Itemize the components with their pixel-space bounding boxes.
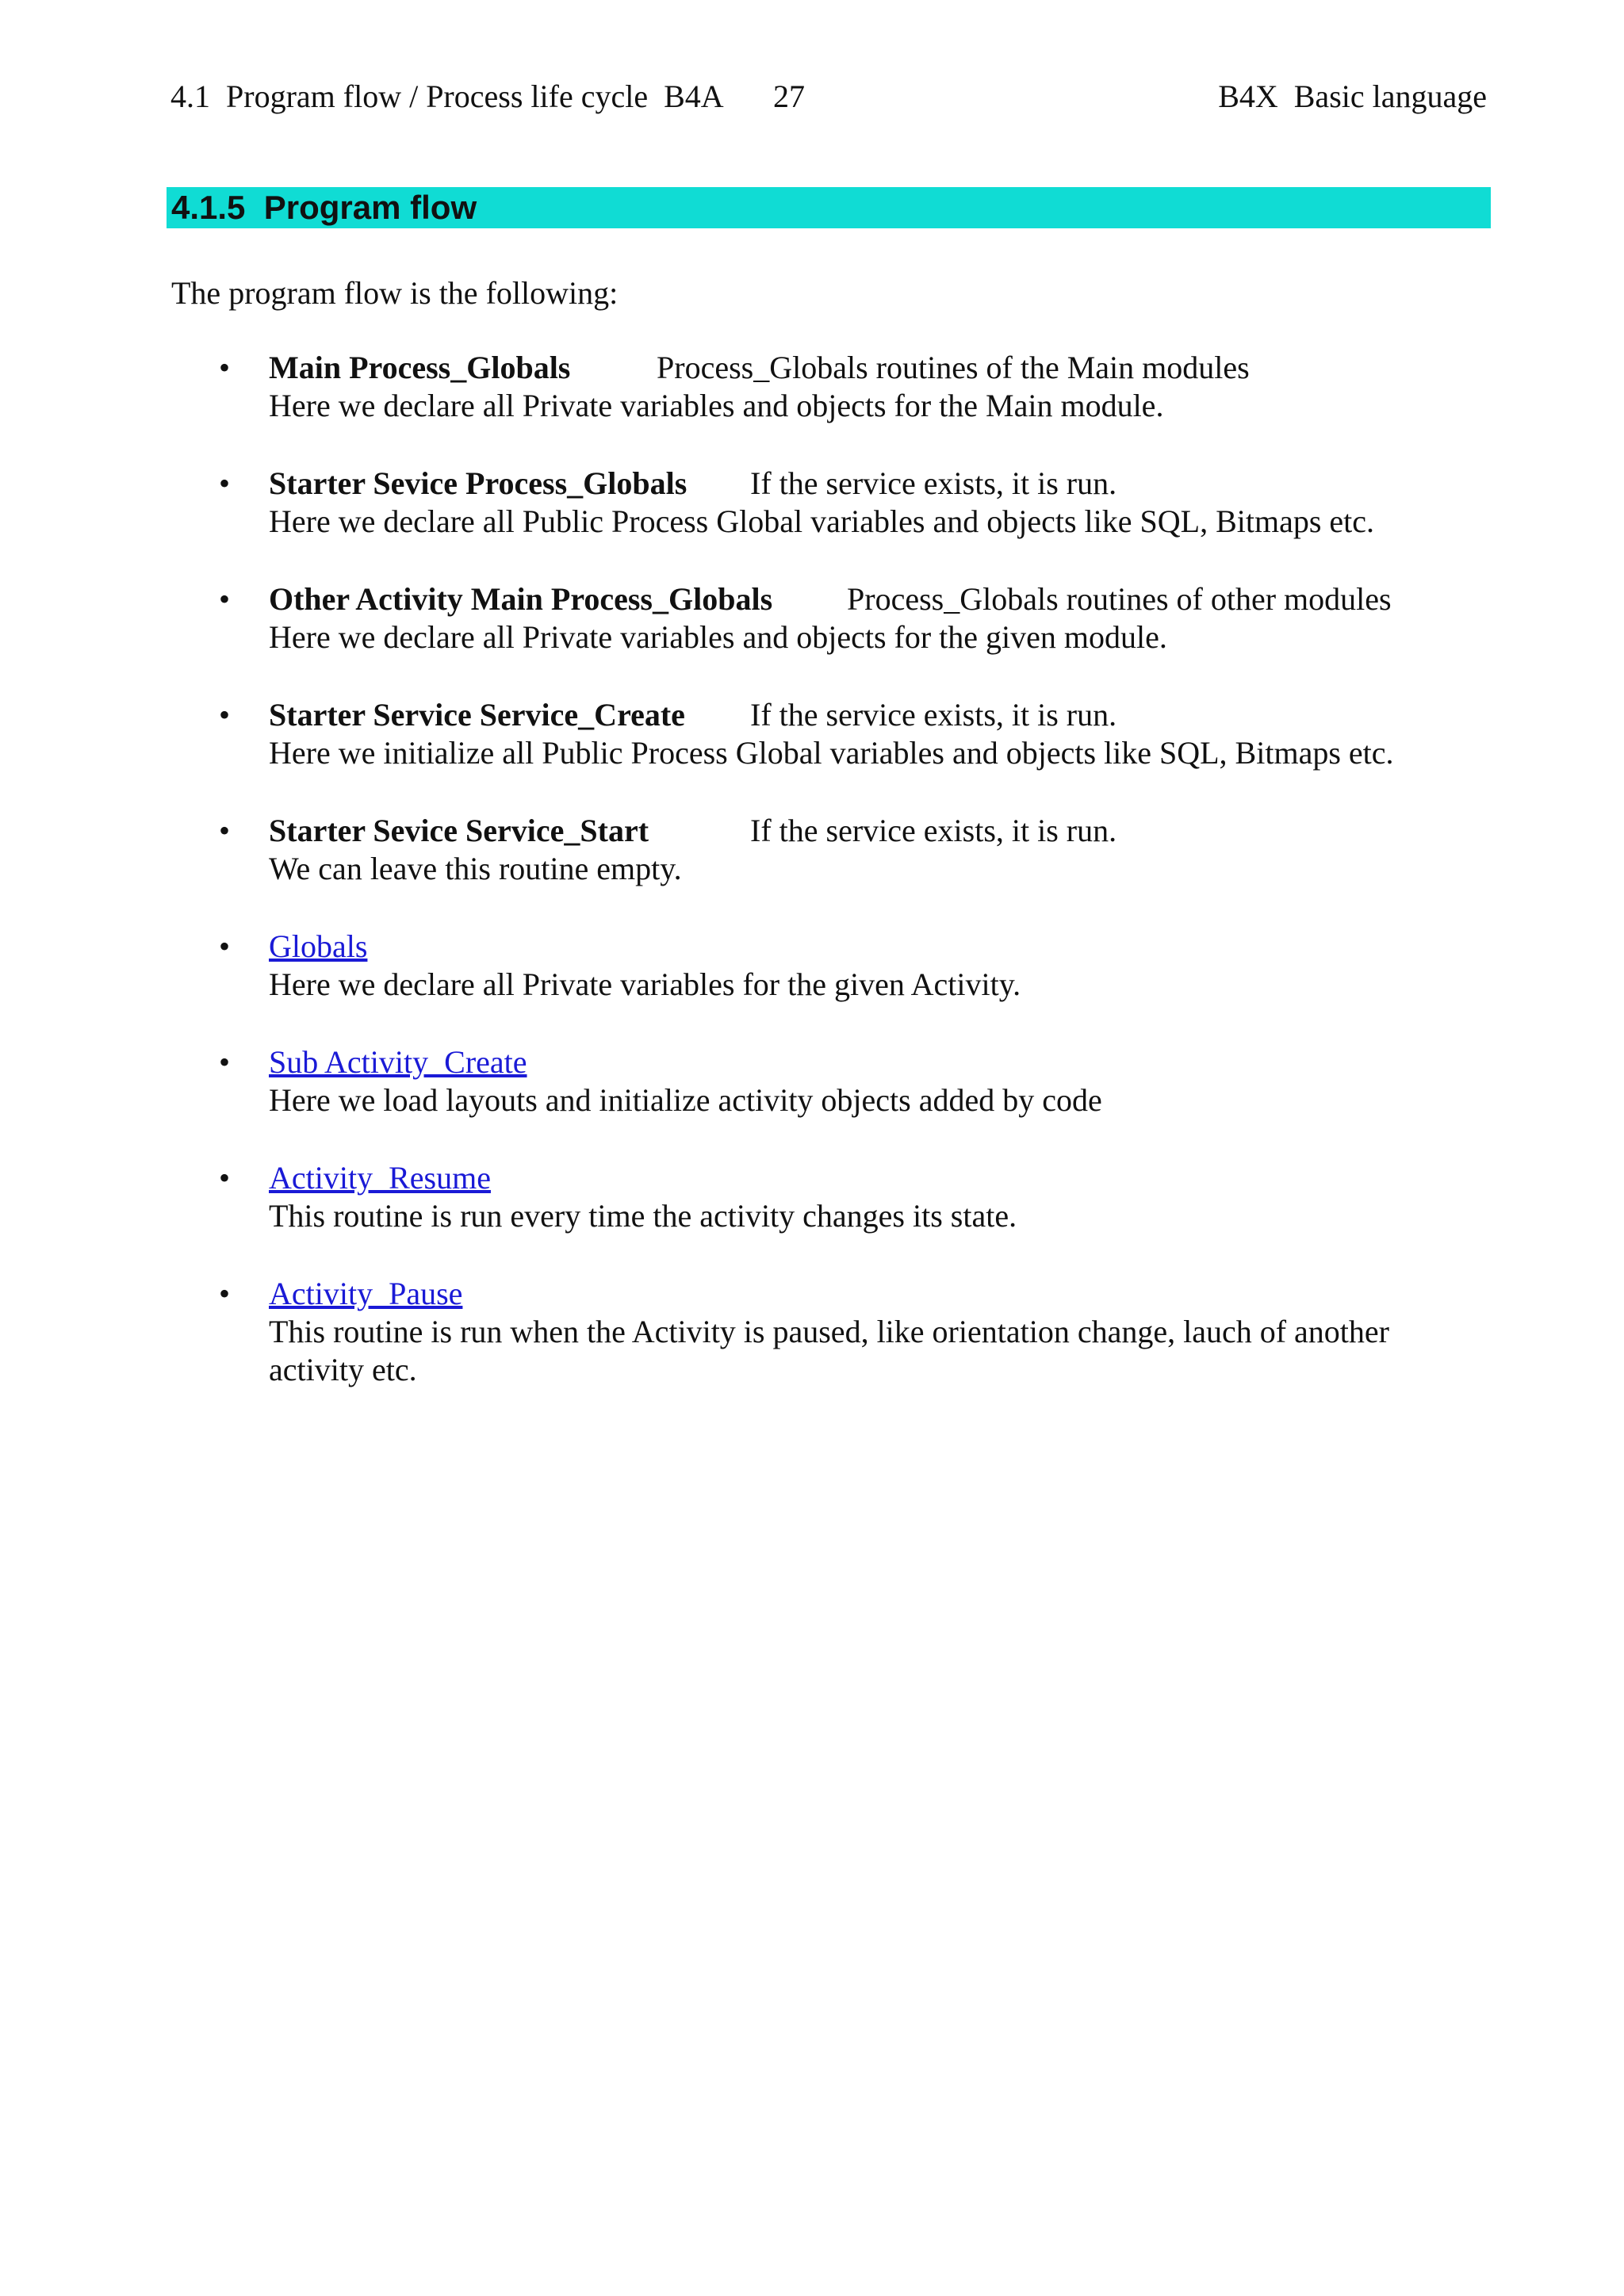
bullet-icon: • — [219, 697, 231, 733]
item-description: Here we declare all Public Process Global variables and objects like SQL, Bitmaps etc. — [269, 503, 1375, 539]
item-note: Process_Globals routines of other modules — [847, 581, 1392, 617]
item-description: Here we declare all Private variables for the given Activity. — [269, 966, 1021, 1002]
bullet-icon: • — [219, 1044, 231, 1080]
item-description: Here we declare all Private variables and objects for the given module. — [269, 619, 1167, 655]
list-item — [0, 812, 1624, 928]
page-header — [170, 76, 1487, 117]
section-heading: 4.1.5 Program flow — [167, 187, 1491, 228]
item-title: Main Process_Globals — [269, 350, 571, 385]
program-flow-list — [0, 349, 1624, 1433]
activity-resume-link[interactable]: Activity_Resume — [269, 1160, 491, 1196]
list-item — [0, 580, 1624, 696]
list-item — [0, 1275, 1624, 1433]
item-note: If the service exists, it is run. — [750, 465, 1117, 501]
list-item — [0, 1159, 1624, 1275]
item-note: If the service exists, it is run. — [750, 813, 1117, 848]
intro-paragraph: The program flow is the following: — [171, 275, 619, 311]
activity-create-link[interactable]: Sub Activity_Create — [269, 1044, 527, 1080]
bullet-icon: • — [219, 465, 231, 501]
item-description: This routine is run when the Activity is paused, like orientation change, lauch of another activity etc. — [269, 1314, 1389, 1387]
bullet-icon: • — [219, 1160, 231, 1196]
list-item — [0, 1043, 1624, 1159]
list-item — [0, 928, 1624, 1043]
header-section-title: 4.1 Program flow / Process life cycle B4A — [170, 78, 724, 114]
bullet-icon: • — [219, 928, 231, 964]
list-item — [0, 349, 1624, 465]
globals-link[interactable]: Globals — [269, 928, 368, 964]
item-description: Here we initialize all Public Process Global variables and objects like SQL, Bitmaps etc. — [269, 735, 1394, 771]
list-item — [0, 696, 1624, 812]
bullet-icon: • — [219, 581, 231, 617]
list-item — [0, 465, 1624, 580]
bullet-icon: • — [219, 813, 231, 848]
item-description: Here we declare all Private variables and objects for the Main module. — [269, 388, 1164, 423]
bullet-icon: • — [219, 350, 231, 385]
item-note: If the service exists, it is run. — [750, 697, 1117, 733]
item-title: Starter Sevice Process_Globals — [269, 465, 688, 501]
item-title: Other Activity Main Process_Globals — [269, 581, 773, 617]
item-title: Starter Sevice Service_Start — [269, 813, 649, 848]
item-note: Process_Globals routines of the Main modules — [657, 350, 1250, 385]
header-page-number: 27 — [773, 78, 805, 114]
header-document-title: B4X Basic language — [1218, 78, 1487, 114]
item-description: Here we load layouts and initialize activity objects added by code — [269, 1082, 1102, 1118]
bullet-icon: • — [219, 1276, 231, 1311]
item-title: Starter Service Service_Create — [269, 697, 685, 733]
activity-pause-link[interactable]: Activity_Pause — [269, 1276, 463, 1311]
item-description: We can leave this routine empty. — [269, 851, 682, 886]
item-description: This routine is run every time the activity changes its state. — [269, 1198, 1017, 1234]
